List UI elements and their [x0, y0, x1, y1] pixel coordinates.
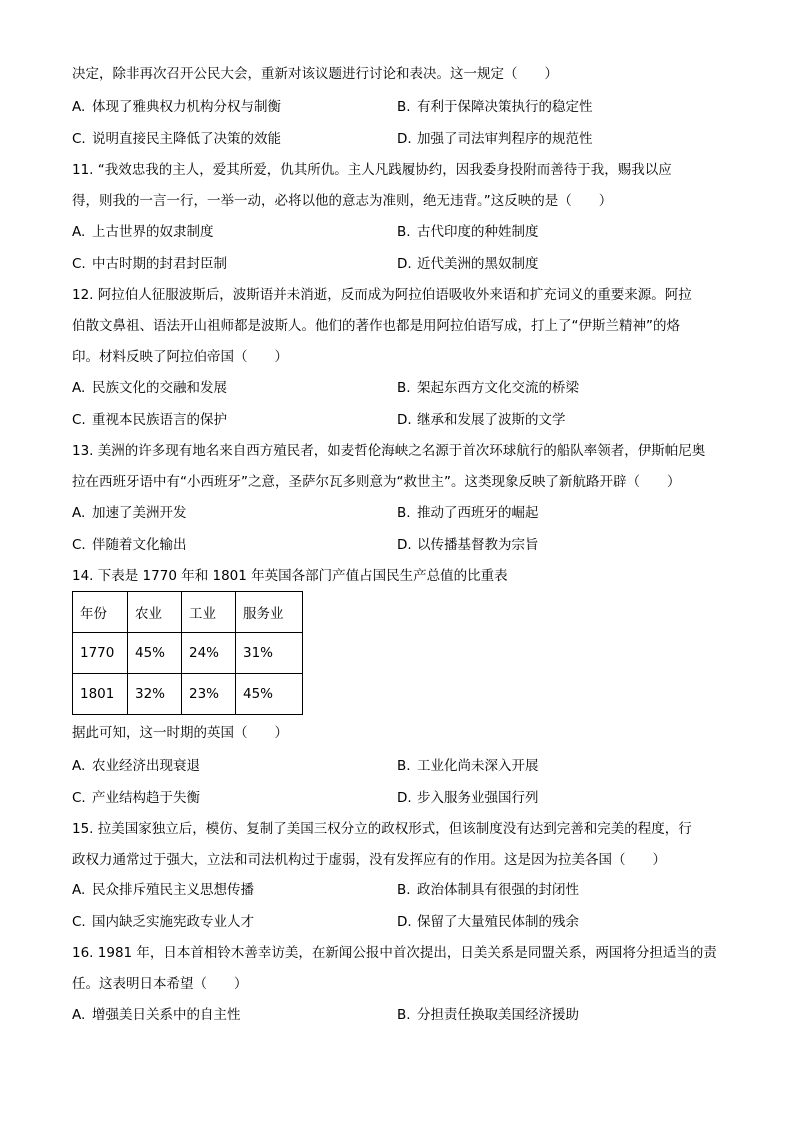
- table-cell: 45%: [128, 633, 182, 674]
- q13-stem-line-2: 拉在西班牙语中有“小西班牙”之意，圣萨尔瓦多则意为“救世主”。这类现象反映了新航路开辟（ ）: [72, 474, 681, 490]
- q16-stem-line-1: 16. 1981 年，日本首相铃木善幸访美，在新闻公报中首次提出，日美关系是同盟关系，两国将分担适当的责: [72, 945, 717, 961]
- q14-option-a[interactable]: A. 农业经济出现衰退: [72, 758, 200, 774]
- q15-option-b[interactable]: B. 政治体制具有很强的封闭性: [397, 882, 579, 898]
- table-cell: 31%: [236, 633, 303, 674]
- q12-stem-line-1: 12. 阿拉伯人征服波斯后，波斯语并未消逝，反而成为阿拉伯语吸收外来语和扩充词义的重要来源。阿拉: [72, 287, 692, 303]
- q13-option-c[interactable]: C. 伴随着文化输出: [72, 537, 187, 553]
- q10-option-d[interactable]: D. 加强了司法审判程序的规范性: [397, 131, 593, 147]
- q12-option-d[interactable]: D. 继承和发展了波斯的文学: [397, 412, 566, 428]
- q15-option-d[interactable]: D. 保留了大量殖民体制的残余: [397, 914, 579, 930]
- table-header-cell: 年份: [73, 592, 128, 633]
- q13-option-b[interactable]: B. 推动了西班牙的崛起: [397, 505, 539, 521]
- q13-option-d[interactable]: D. 以传播基督教为宗旨: [397, 537, 539, 553]
- q12-option-a[interactable]: A. 民族文化的交融和发展: [72, 380, 227, 396]
- q10-option-c[interactable]: C. 说明直接民主降低了决策的效能: [72, 131, 281, 147]
- table-cell: 32%: [128, 674, 182, 715]
- q16-option-a[interactable]: A. 增强美日关系中的自主性: [72, 1007, 241, 1023]
- table-header-row: [73, 592, 303, 633]
- table-header-cell: 农业: [128, 592, 182, 633]
- q11-option-c[interactable]: C. 中古时期的封君封臣制: [72, 256, 227, 272]
- q16-option-b[interactable]: B. 分担责任换取美国经济援助: [397, 1007, 579, 1023]
- table-cell: 1770: [73, 633, 128, 674]
- q11-option-a[interactable]: A. 上古世界的奴隶制度: [72, 224, 214, 240]
- q11-stem-line-2: 得，则我的一言一行，一举一动，必将以他的意志为准则，绝无违背。”这反映的是（ ）: [72, 193, 613, 209]
- table-header-cell: 服务业: [236, 592, 303, 633]
- q15-stem-line-2: 政权力通常过于强大，立法和司法机构过于虚弱，没有发挥应有的作用。这是因为拉美各国（ ）: [72, 852, 666, 868]
- q13-option-a[interactable]: A. 加速了美洲开发: [72, 505, 187, 521]
- q14-option-b[interactable]: B. 工业化尚未深入开展: [397, 758, 539, 774]
- table-row: [73, 674, 303, 715]
- q12-stem-line-2: 伯散文鼻祖、语法开山祖师都是波斯人。他们的著作也都是用阿拉伯语写成，打上了“伊斯兰精神”的烙: [72, 318, 680, 334]
- q15-stem-line-1: 15. 拉美国家独立后，模仿、复制了美国三权分立的政权形式，但该制度没有达到完善和完美的程度，行: [72, 821, 692, 837]
- table-row: [73, 633, 303, 674]
- q11-stem-line-1: 11. “我效忠我的主人，爱其所爱，仇其所仇。主人凡践履协约，因我委身投附而善待于我，赐我以应: [72, 162, 672, 178]
- table-cell: 24%: [182, 633, 236, 674]
- q12-option-c[interactable]: C. 重视本民族语言的保护: [72, 412, 227, 428]
- q14-after-table: 据此可知，这一时期的英国（ ）: [72, 725, 288, 741]
- q11-option-b[interactable]: B. 古代印度的种姓制度: [397, 224, 539, 240]
- table-cell: 1801: [73, 674, 128, 715]
- q14-option-d[interactable]: D. 步入服务业强国行列: [397, 790, 539, 806]
- q10-option-a[interactable]: A. 体现了雅典权力机构分权与制衡: [72, 99, 281, 115]
- q14-stem: 14. 下表是 1770 年和 1801 年英国各部门产值占国民生产总值的比重表: [72, 568, 508, 584]
- q14-table: [72, 591, 303, 715]
- q15-option-c[interactable]: C. 国内缺乏实施宪政专业人才: [72, 914, 254, 930]
- q14-option-c[interactable]: C. 产业结构趋于失衡: [72, 790, 200, 806]
- q16-stem-line-2: 任。这表明日本希望（ ）: [72, 976, 248, 992]
- q10-option-b[interactable]: B. 有利于保障决策执行的稳定性: [397, 99, 593, 115]
- q12-option-b[interactable]: B. 架起东西方文化交流的桥梁: [397, 380, 579, 396]
- q12-stem-line-3: 印。材料反映了阿拉伯帝国（ ）: [72, 349, 288, 365]
- q10-stem: 决定，除非再次召开公民大会，重新对该议题进行讨论和表决。这一规定（ ）: [72, 66, 558, 82]
- q15-option-a[interactable]: A. 民众排斥殖民主义思想传播: [72, 882, 254, 898]
- table-header-cell: 工业: [182, 592, 236, 633]
- table-cell: 23%: [182, 674, 236, 715]
- q11-option-d[interactable]: D. 近代美洲的黑奴制度: [397, 256, 539, 272]
- q13-stem-line-1: 13. 美洲的许多现有地名来自西方殖民者，如麦哲伦海峡之名源于首次环球航行的船队率领者，伊斯帕尼奥: [72, 443, 706, 459]
- table-cell: 45%: [236, 674, 303, 715]
